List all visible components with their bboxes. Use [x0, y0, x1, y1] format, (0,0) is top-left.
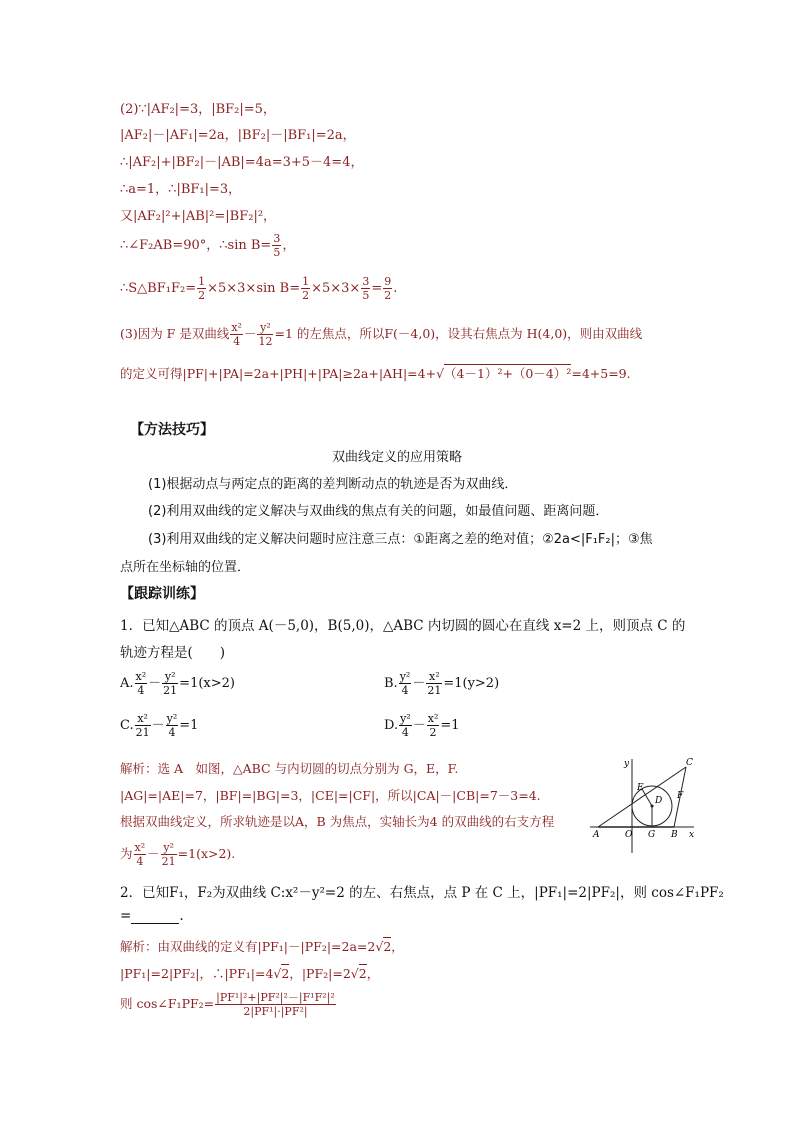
training-heading: 【跟踪训练】: [120, 586, 204, 602]
label-b: B: [671, 830, 678, 840]
method-heading: 【方法技巧】: [130, 422, 214, 438]
option-b[interactable]: B. $\frac{\text{y²}}{4}$ － $\frac{\text{x²}}{21}$ =1(y>2): [384, 670, 500, 697]
label-d: D: [655, 796, 663, 806]
part3-line1: (3)因为 F 是双曲线 $\frac{\text{x²}}{4}$ － $\frac{\text{y²}}{12}$ =1 的左焦点，所以F(－4,0)，设其右焦点为 H(4,0)，则由双曲线: [120, 321, 643, 348]
q2-line1: 2．已知F₁，F₂为双曲线 C:x²－y²=2 的左、右焦点，点 P 在 C 上，|PF₁|=2|PF₂|，则 cos∠F₁PF₂: [120, 885, 724, 901]
answer-blank[interactable]: [131, 911, 179, 924]
solution1-line1: 解析：选 A 如图，△ABC 与内切圆的切点分别为 G，E，F.: [120, 761, 459, 776]
part2-line7: ∴S△BF₁F₂= $\frac{1}{2}$ ×5×3×sin B= $\frac{1}{2}$ ×5×3× $\frac{3}{5}$ = $\frac{9}{2}$ .: [120, 275, 398, 302]
part2-line2: |AF₂|－|AF₁|=2a，|BF₂|－|BF₁|=2a，: [120, 128, 356, 143]
method-p4: 点所在坐标轴的位置．: [120, 560, 251, 575]
solution2-line1: 解析：由双曲线的定义有|PF₁|－|PF₂|=2a=2√2，: [120, 939, 404, 954]
part2-line1: (2)∵|AF₂|=3，|BF₂|=5，: [120, 102, 276, 117]
solution2-line2: |PF₁|=2|PF₂|，∴|PF₁|=4√2，|PF₂|=2√2，: [120, 966, 380, 981]
method-p3: (3)利用双曲线的定义解决问题时应注意三点：①距离之差的绝对值；②2a<|F₁F₂|；③焦: [148, 532, 653, 547]
label-f: F: [677, 791, 684, 801]
fraction: $\frac{1}{2}$: [302, 275, 310, 302]
fraction: $\frac{\text{|PF¹|²+|PF²|²－|F¹F²|²}}{\text{2|PF¹|·|PF²|}}$: [216, 991, 335, 1018]
part2-line4: ∴a=1，∴|BF₁|=3，: [120, 182, 242, 197]
q1-line2: 轨迹方程是( ): [120, 645, 226, 661]
fraction: $\frac{9}{2}$: [384, 275, 392, 302]
label-y: y: [624, 759, 630, 769]
q1-line1: 1．已知△ABC 的顶点 A(－5,0)，B(5,0)，△ABC 内切圆的圆心在直线 x=2 上，则顶点 C 的: [120, 618, 686, 634]
label-g: G: [648, 830, 656, 840]
sqrt-radicand: （4－1）²+（0－4）²: [444, 366, 572, 381]
label-e: E: [637, 783, 644, 793]
side-ac: [598, 767, 686, 827]
option-c[interactable]: C. $\frac{\text{x²}}{21}$ － $\frac{\text{y²}}{4}$ =1: [120, 712, 199, 739]
option-d[interactable]: D. $\frac{\text{y²}}{4}$ － $\frac{\text{x²}}{2}$ =1: [384, 712, 460, 739]
label-c: C: [686, 758, 693, 768]
method-p2: (2)利用双曲线的定义解决与双曲线的焦点有关的问题，如最值问题、距离问题．: [148, 504, 609, 519]
label-a: A: [593, 830, 600, 840]
fraction: $\frac{1}{2}$: [198, 275, 206, 302]
part2-line5: 又|AF₂|²+|AB|²=|BF₂|²，: [120, 209, 277, 224]
label-x: x: [689, 830, 695, 840]
part2-line6-text: ∴∠F₂AB=90°，∴sin B=: [120, 238, 272, 253]
part3-line2: 的定义可得|PF|+|PA|=2a+|PH|+|PA|≥2a+|AH|=4+√（4－1）²+（0－4）²=4+5=9.: [120, 366, 631, 381]
option-a[interactable]: A. $\frac{\text{x²}}{4}$ － $\frac{\text{y²}}{21}$ =1(x>2): [120, 670, 235, 697]
solution1-line4: 为 $\frac{\text{x²}}{4}$ － $\frac{\text{y²}}{21}$ =1(x>2).: [120, 841, 236, 868]
incircle-figure: [586, 757, 698, 853]
method-p1: (1)根据动点与两定点的距离的差判断动点的轨迹是否为双曲线．: [148, 477, 518, 492]
part2-line3: ∴|AF₂|+|BF₂|－|AB|=4a=3+5－4=4，: [120, 155, 364, 170]
fraction: $\frac{\text{x²}}{4}$: [231, 321, 242, 348]
method-title: 双曲线定义的应用策略: [331, 450, 462, 465]
center-d: [651, 805, 654, 808]
fraction: $\frac{3}{5}$: [273, 232, 281, 259]
solution1-line2: |AG|=|AE|=7，|BF|=|BG|=3，|CE|=|CF|，所以|CA|－|CB|=7－3=4.: [120, 788, 541, 803]
solution1-line3: 根据双曲线定义，所求轨迹是以A，B 为焦点，实轴长为4 的双曲线的右支方程: [120, 814, 555, 829]
fraction: $\frac{\text{y²}}{12}$: [258, 321, 273, 348]
fraction: $\frac{3}{5}$: [362, 275, 370, 302]
label-o: O: [625, 830, 633, 840]
solution2-line3: 则 cos∠F₁PF₂= $\frac{\text{|PF¹|²+|PF²|²－|F¹F²|²}}{\text{2|PF¹|·|PF²|}}$: [120, 991, 335, 1018]
part2-line6: ∴∠F₂AB=90°，∴sin B= $\frac{3}{5}$ ，: [120, 232, 296, 259]
q2-line2: = .: [120, 908, 184, 924]
